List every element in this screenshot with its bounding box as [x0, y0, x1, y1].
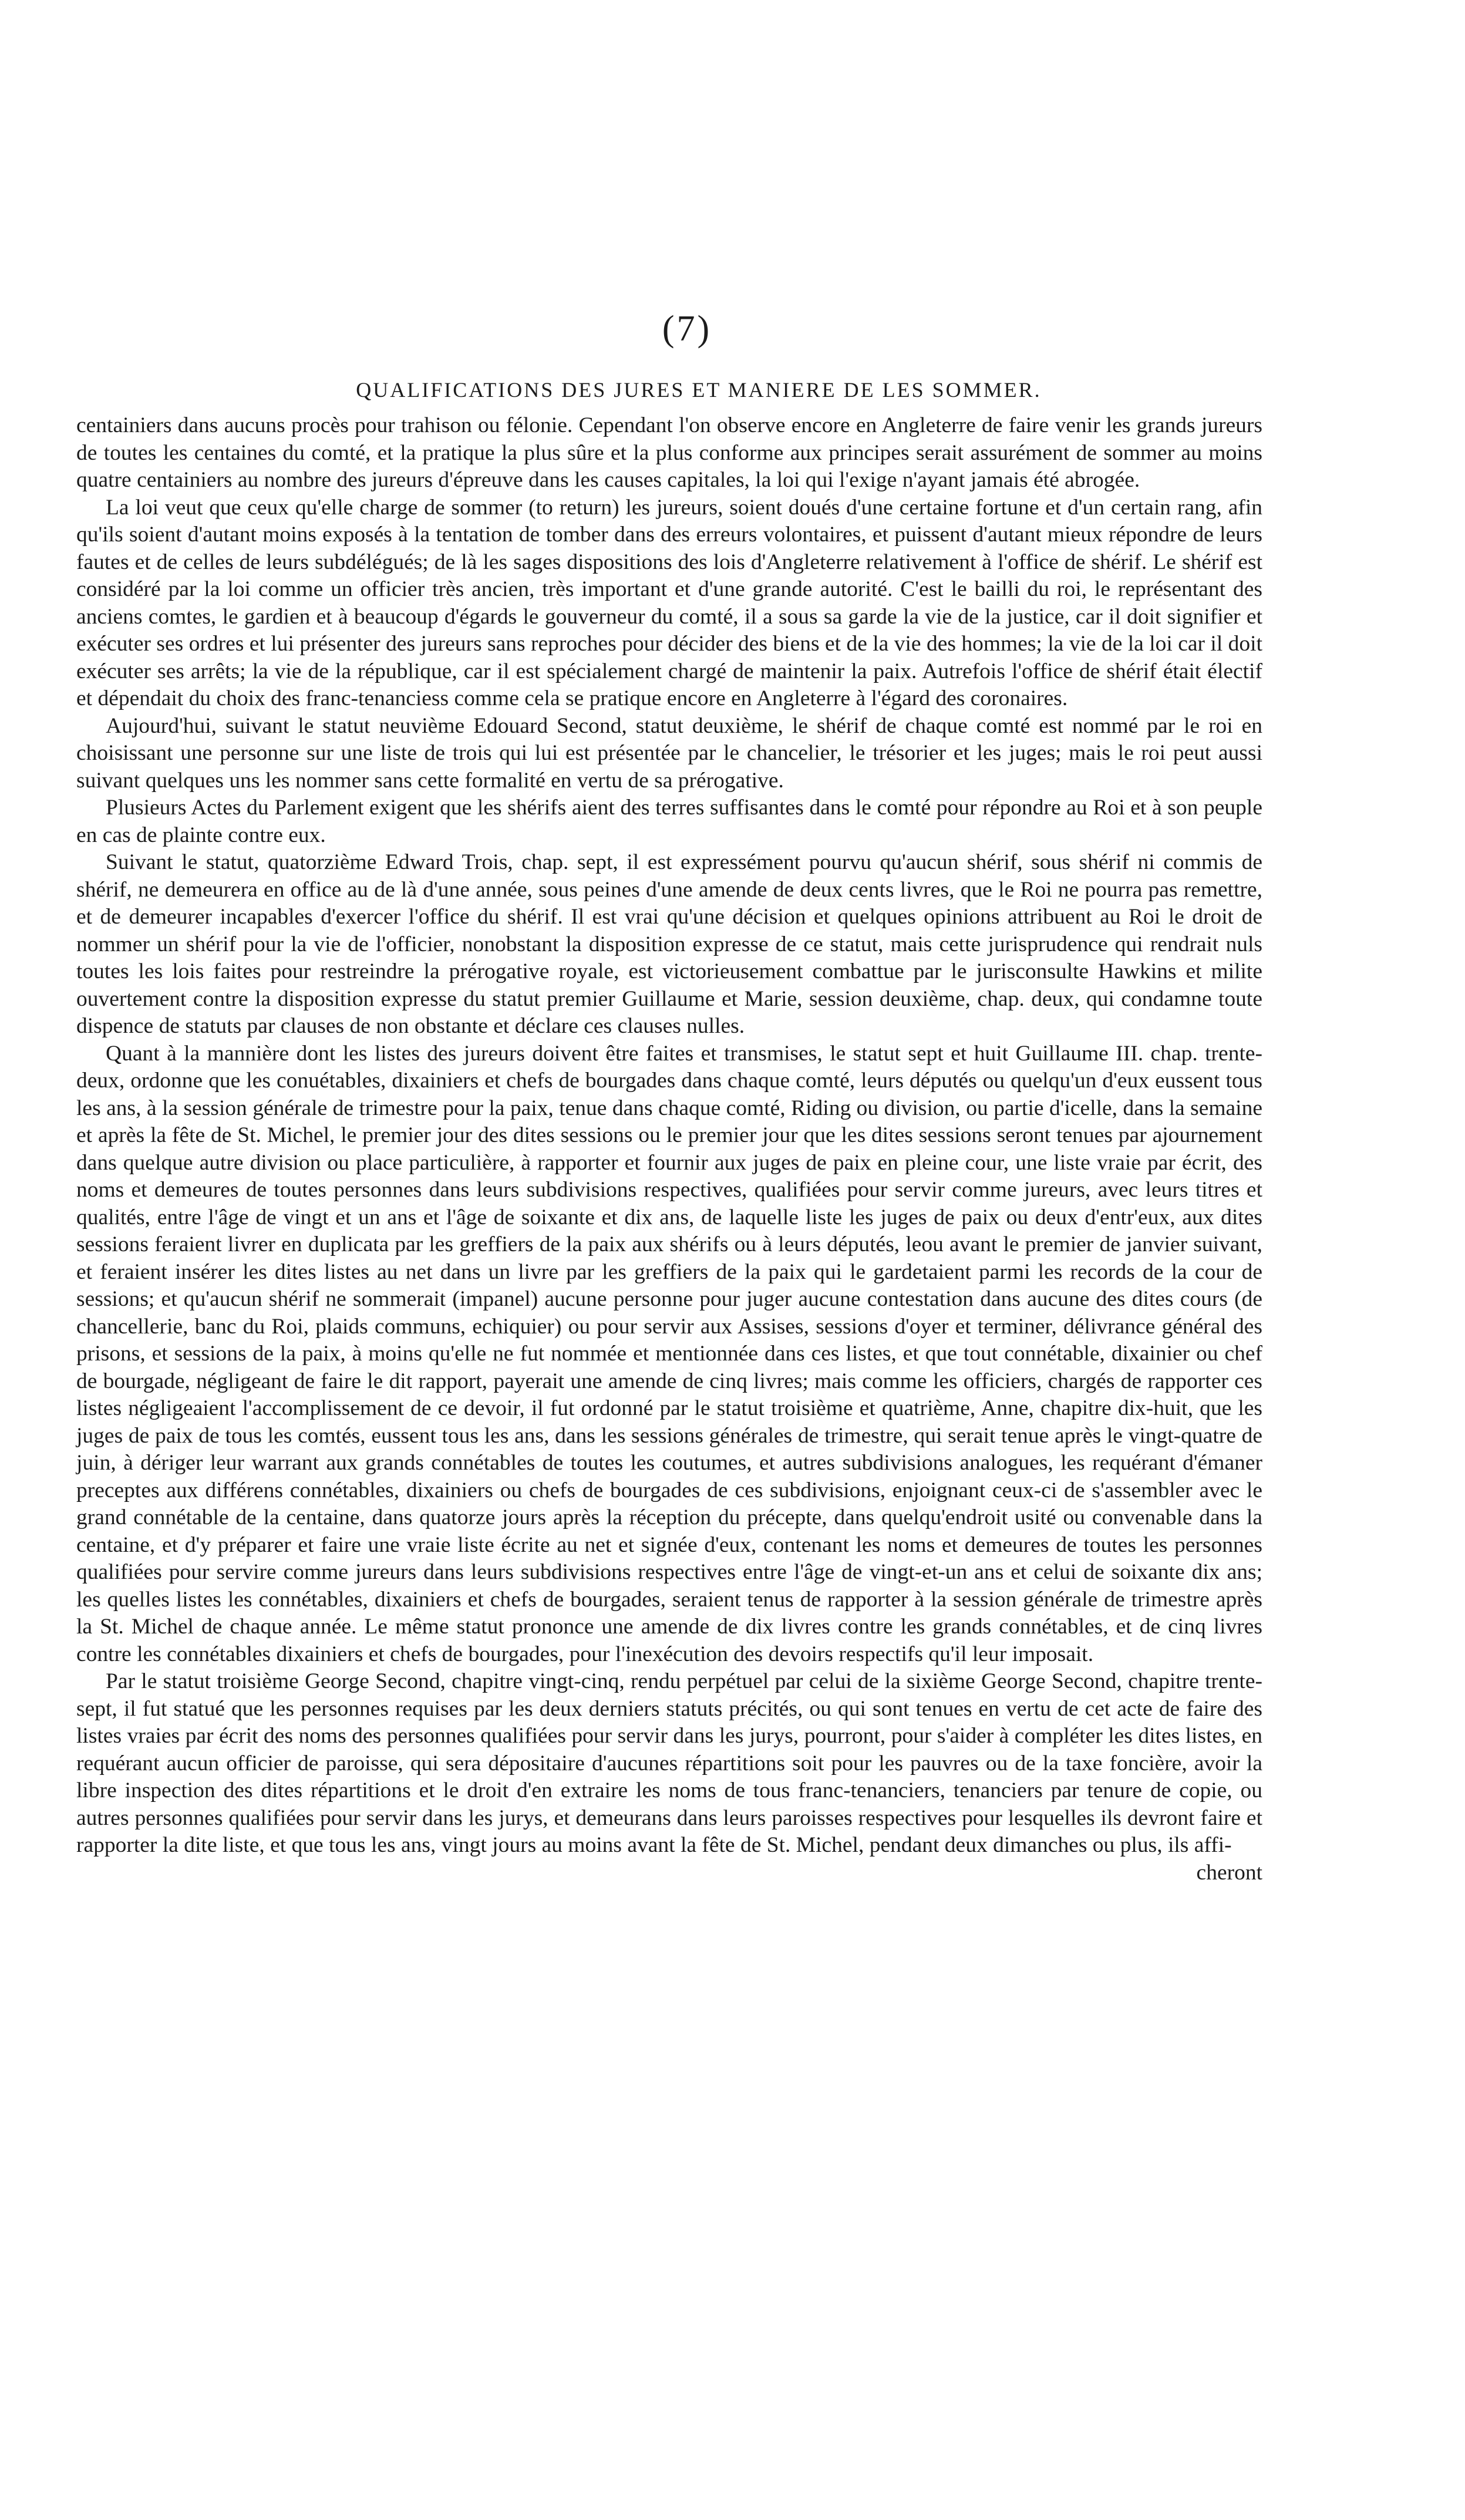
paragraph-6: Quant à la mannière dont les listes des jureurs doivent être faites et transmises, le statut sept et huit Guillaume III. chap. trente-deux, ordonne que les conuétables, dixainiers et chefs de bourgades dans chaque comté, leurs députés ou quelqu'un d'eux eussent tous les ans, à la session générale de trimestre pour la paix, tenue dans chaque comté, Riding ou division, ou partie d'icelle, dans la semaine et après la fête de St. Michel, le premier jour des dites sessions ou le premier jour que les dites sessions seront tenues par ajournement dans quelque autre division ou place particulière, à rapporter et fournir aux juges de paix en pleine cour, une liste vraie par écrit, des noms et demeures de toutes personnes dans leurs subdivisions respectives, qualifiées pour servir comme jureurs, avec leurs titres et qualités, entre l'âge de vingt et un ans et l'âge de soixante et dix ans, de laquelle liste les juges de paix ou deux d'entr'eux, aux dites sessions feraient livrer en duplicata par les greffiers de la paix aux shérifs ou à leurs députés, leou avant le premier de janvier suivant, et feraient insérer les dites listes au net dans un livre par les greffiers de la paix qui le gardetaient parmi les records de la cour de sessions; et qu'aucun shérif ne sommerait (impanel) aucune personne pour juger aucune contestation dans aucune des dites cours (de chancellerie, banc du Roi, plaids communs, echiquier) ou pour servir aux Assises, sessions d'oyer et terminer, délivrance général des prisons, et sessions de la paix, à moins qu'elle ne fut nommée et mentionnée dans ces listes, et que tout connétable, dixainier ou chef de bourgade, négligeant de faire le dit rapport, payerait une amende de cinq livres; mais comme les officiers, chargés de rapporter ces listes négligeaient l'accomplissement de ce devoir, il fut ordonné par le statut troisième et quatrième, Anne, chapitre dix-huit, que les juges de paix de tous les comtés, eussent tous les ans, dans les sessions générales de trimestre, qui serait tenue après le vingt-quatre de juin, à dériger leur warrant aux grands connétables de toutes les coutumes, et autres subdivisions analogues, les requérant d'émaner preceptes aux différens connétables, dixainiers ou chefs de bourgades de ces subdivisions, enjoignant ceux-ci de s'assembler avec le grand connétable de la centaine, dans quatorze jours après la réception du précepte, dans quelqu'endroit usité ou convenable dans la centaine, et d'y préparer et faire une vraie liste écrite au net et signée d'eux, contenant les noms et demeures de toutes les personnes qualifiées pour servire comme jureurs dans leurs subdivisions respectives entre l'âge de vingt-et-un ans et celui de soixante dix ans; les quelles listes les connétables, dixainiers et chefs de bourgades, seraient tenus de rapporter à la session générale de trimestre après la St. Michel de chaque année. Le même statut prononce une amende de dix livres contre les grands connétables, et de cinq livres contre les connétables dixainiers et chefs de bourgades, pour l'inexécution des devoirs respectifs qu'il leur imposait.	[76, 1041, 1262, 1666]
paragraph-1: centainiers dans aucuns procès pour trahison ou félonie. Cependant l'on observe encore en Angleterre de faire venir les grands jureurs de toutes les centaines du comté, et la pratique la plus sûre et la plus conforme aux principes serait assurément de sommer au moins quatre centainiers au nombre des jureurs d'épreuve dans les causes capitales, la loi qui l'exige n'ayant jamais été abrogée.	[76, 413, 1262, 492]
page-title: QUALIFICATIONS DES JURES ET MANIERE DE LES SOMMER.	[356, 378, 1042, 402]
paragraph-7: Par le statut troisième George Second, chapitre vingt-cinq, rendu perpétuel par celui de la sixième George Second, chapitre trente-sept, il fut statué que les personnes requises par les deux derniers statuts précités, ou qui sont tenues en vertu de cet acte de faire des listes vraies par écrit des noms des personnes qualifiées pour servir dans les jurys, pourront, pour s'aider à compléter les dites listes, en requérant aucun officier de paroisse, qui sera dépositaire d'aucunes répartitions soit pour les pauvres ou de la taxe foncière, avoir la libre inspection des dites répartitions et le droit d'en extraire les noms de tous franc-tenanciers, tenanciers par tenure de copie, ou autres personnes qualifiées pour servir dans les jurys, et demeurans dans leurs paroisses respectives pour lesquelles ils devront faire et rapporter la dite liste, et que tous les ans, vingt jours au moins avant la fête de St. Michel, pendant deux dimanches ou plus, ils affi-	[76, 1669, 1262, 1857]
paragraph-4: Plusieurs Actes du Parlement exigent que les shérifs aient des terres suffisantes dans le comté pour répondre au Roi et à son peuple en cas de plainte contre eux.	[76, 796, 1262, 847]
body-text	[76, 412, 1262, 1859]
paragraph-2: La loi veut que ceux qu'elle charge de sommer (to return) les jureurs, soient doués d'une certaine fortune et d'un certain rang, afin qu'ils soient d'autant moins exposés à la tentation de tomber dans des erreurs volontaires, et puissent d'autant mieux répondre de leurs fautes et de celles de leurs subdélégués; de là les sages dispositions des lois d'Angleterre relativement à l'office de shérif. Le shérif est considéré par la loi comme un officier très ancien, très important et d'une grande autorité. C'est le bailli du roi, le représentant des anciens comtes, le gardien et à beaucoup d'égards le gouverneur du comté, il a sous sa garde la vie de la justice, car il doit signifier et exécuter ses ordres et lui présenter des jureurs sans reproches pour décider des biens et de la vie des hommes; la vie de la loi car il doit exécuter ses arrêts; la vie de la république, car il est spécialement chargé de maintenir la paix. Autrefois l'office de shérif était électif et dépendait du choix des franc-tenanciess comme cela se pratique encore en Angleterre à l'égard des coronaires.	[76, 495, 1262, 710]
document-page	[76, 305, 1262, 1886]
paragraph-5: Suivant le statut, quatorzième Edward Trois, chap. sept, il est expressément pourvu qu'aucun shérif, sous shérif ni commis de shérif, ne demeurera en office au de là d'une année, sous peines d'une amende de deux cents livres, que le Roi ne pourra pas remettre, et de demeurer incapables d'exercer l'office du shérif. Il est vrai qu'une décision et quelques opinions attribuent au Roi le droit de nommer un shérif pour la vie de l'officier, nonobstant la disposition expresse de ce statut, mais cette jurisprudence qui rendrait nuls toutes les lois faites pour restreindre la prérogative royale, est victorieusement combattue par le jurisconsulte Hawkins et milite ouvertement contre la disposition expresse du statut premier Guillaume et Marie, session deuxième, chap. deux, qui condamne toute dispence de statuts par clauses de non obstante et déclare ces clauses nulles.	[76, 850, 1262, 1038]
catchword: cheront	[1196, 1860, 1262, 1885]
page-number: (7)	[662, 309, 712, 349]
paragraph-3: Aujourd'hui, suivant le statut neuvième Edouard Second, statut deuxième, le shérif de chaque comté est nommé par le roi en choisissant une personne sur une liste de trois qui lui est présentée par le chancelier, le trésorier et les juges; mais le roi peut aussi suivant quelques uns les nommer sans cette formalité en vertu de sa prérogative.	[76, 713, 1262, 793]
